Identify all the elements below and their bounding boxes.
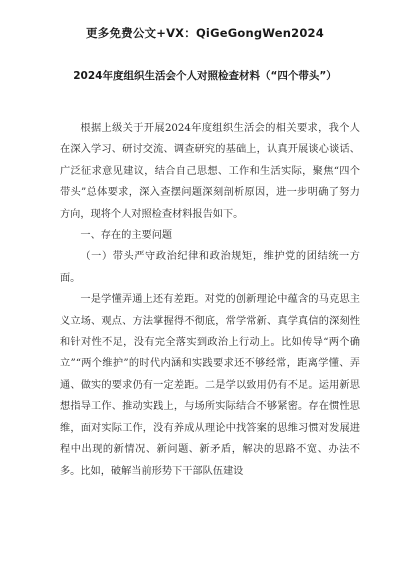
promo-header: 更多免费公文+VX：QiGeGongWen2024	[86, 26, 324, 40]
intro-paragraph: 根据上级关于开展2024年度组织生活会的相关要求，我个人在深入学习、研讨交流、调查研究的基础上，认真开展谈心谈话、广泛征求意见建议，结合自己思想、工作和生活实际，聚焦“四个带头”总体要求，深入查摆问题深刻剖析原因，进一步明确了努力方向，现将个人对照检查材料报告如下。	[60, 123, 360, 220]
document-body	[60, 118, 360, 482]
section-heading: 一、存在的主要问题	[80, 230, 173, 242]
document-title: 2024年度组织生活会个人对照检查材料（“四个带头”）	[73, 70, 337, 82]
body-paragraph: 一是学懂弄通上还有差距。对党的创新理论中蕴含的马克思主义立场、观点、方法掌握得不彻底，常学常新、真学真信的深刻性和针对性不足，没有完全落实到政治上行动上。比如传导“两个确立”“两个维护”的时代内涵和实践要求还不够经常，距离学懂、弄通、做实的要求仍有一定差距。二是学以致用仍有不足。运用新思想指导工作、推动实践上，与场所实际结合不够紧密。存在惯性思维，面对实际工作，没有养成从理论中找答案的思维习惯对发展进程中出现的新情况、新问题、新矛盾，解决的思路不宽、办法不多。比如，破解当前形势下干部队伍建设	[60, 294, 360, 477]
subsection-heading: （一）带头严守政治纪律和政治规矩，维护党的团结统一方面。	[60, 251, 360, 284]
